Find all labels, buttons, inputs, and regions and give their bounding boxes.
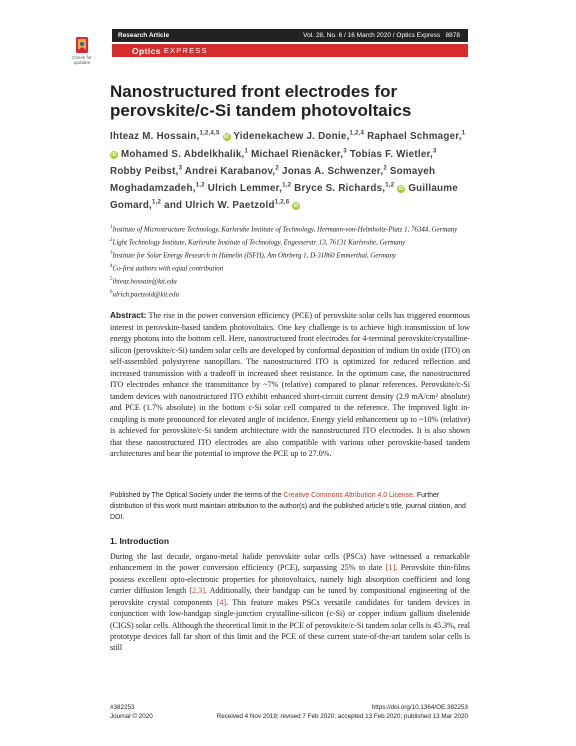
citation-text: Vol. 28, No. 6 / 16 March 2020 / Optics Express: [303, 32, 441, 39]
bookmark-icon: [76, 37, 88, 53]
affiliation-text: Co-first authors with equal contribution: [112, 265, 224, 273]
section-heading-introduction: 1. Introduction: [110, 536, 170, 546]
author-name: Guillaume Gomard,: [110, 183, 458, 212]
author-list: [110, 127, 470, 213]
affiliation-text: Institute for Solar Energy Research in Hamelin (ISFH), Am Ohrberg 1, D-31860 Emmerthal, Germany: [112, 252, 396, 260]
license-link[interactable]: Creative Commons Attribution 4.0 License: [283, 492, 413, 499]
abstract-label: Abstract:: [110, 310, 147, 320]
affiliation-number: 1: [110, 225, 113, 230]
orcid-icon[interactable]: iD: [398, 186, 405, 193]
license-statement: [110, 490, 470, 523]
license-text-before: Published by The Optical Society under the terms of the: [110, 492, 284, 499]
author-entry: [110, 166, 182, 177]
author-affiliation-marks: 3: [343, 148, 347, 155]
author-affiliation-marks: 1,2,4,5: [199, 131, 220, 137]
author-affiliation-marks: 1,2: [385, 182, 395, 189]
article-id: #382253: [110, 704, 135, 711]
intro-text-1: During the last decade, organo-metal halide perovskite solar cells (PSCs) have witnessed a remarkable enhancement in the power conversion efficiency (PCE), surpassing 25% to date: [110, 552, 470, 573]
orcid-icon[interactable]: iD: [223, 134, 230, 141]
author-affiliation-marks: 1,2,6: [274, 200, 290, 207]
citation-info: [303, 32, 460, 39]
affiliation-list: [110, 223, 470, 301]
author-entry: [164, 200, 300, 211]
abstract-text: The rise in the power conversion efficiency (PCE) of perovskite solar cells has triggered enormous interest in perovskite-based tandem photovoltaics. One key challenge is to achieve high transmission of low energy photons into the bottom cell. Here, nanostructured front electrodes for 4-terminal perovskite/crystalline-silicon (perovskite/c-Si) tandem solar cells are developed by conformal deposition of indium tin oxide (ITO) on self-assembled polystyrene nanopillars. The nanostructured ITO is optimized for reduced reflection and increased transmission with a tradeoff in increased sheet resistance. In the optimum case, the nanostructured ITO electrodes enhance the transmittance by ~7% (relative) compared to planar references. Perovskite/c-Si tandem devices with nanostructured ITO exhibit enhanced short-circuit current density (2.9 mA/cm² absolute) and PCE (1.7% absolute) in the bottom c-Si solar cell compared to the reference. The improved light in-coupling is more pronounced for elevated angle of incidence. Energy yield enhancement up to ~10% (relative) is achieved for perovskite/c-Si tandem architecture with the nanostructured ITO electrodes. It is also shown that these nanostructured ITO electrodes are also compatible with various other perovskite-based tandem architectures and bear the potential to improve the PCE up to 27.0%.: [110, 311, 470, 459]
author-affiliation-marks: 1: [244, 148, 249, 155]
affiliation-line: [110, 236, 470, 249]
intro-text-2: . Perovskite thin-films possess excellent opto-electronic properties for photovoltaics, namely high absorption coefficient and long carrier diffusion length: [110, 563, 470, 596]
publication-dates: Received 4 Nov 2019; revised 7 Feb 2020; accepted 13 Feb 2020; published 13 Mar 2020: [216, 713, 468, 720]
affiliation-line: [110, 275, 470, 288]
author-entry: [110, 131, 231, 142]
author-entry: [350, 149, 437, 160]
article-title: Nanostructured front electrodes for perovskite/c-Si tandem photovoltaics: [110, 82, 412, 120]
affiliation-text: ihteaz.hossain@kit.edu: [112, 278, 177, 286]
author-entry: [294, 183, 405, 194]
author-entry: [185, 166, 279, 177]
author-name: Tobias F. Wietler,: [349, 148, 434, 160]
author-name: Ihteaz M. Hossain,: [110, 131, 200, 143]
journal-name-express: EXPRESS: [163, 46, 208, 55]
doi-link[interactable]: https://doi.org/10.1364/OE.382253: [371, 704, 468, 711]
citation-link-1[interactable]: [1]: [385, 563, 396, 573]
affiliation-number: 3: [110, 251, 113, 256]
author-entry: [208, 183, 291, 194]
affiliation-line: [110, 288, 470, 301]
author-name: Robby Peibst,: [110, 165, 179, 177]
author-affiliation-marks: 1,2: [195, 182, 205, 189]
author-name: Raphael Schmager,: [367, 131, 462, 143]
citation-link-2[interactable]: [2,3]: [189, 586, 205, 596]
orcid-icon[interactable]: iD: [111, 151, 117, 158]
article-header-bar: [112, 29, 468, 42]
author-affiliation-marks: 1,2,4: [349, 131, 365, 137]
author-entry: [121, 149, 248, 160]
affiliation-number: 6: [110, 290, 113, 295]
intro-text-4: . This feature makes PSCs versatile candidates for tandem devices in conjunction with low-bandgap single-junction crystalline-silicon (c-Si) or copper indium gallium diselenide (CIGS) solar cells. Although the theoretical limit in the PCE of perovskite/c-Si tandem solar cells is 45.3%, real prototype devices fall far short of this limit and the PCE of these current state-of-the-art tandem solar cells is still: [110, 597, 470, 653]
intro-text-3: . Additionally, their bandgap can be tuned by compositional engineering of the perovskite crystal components: [110, 586, 470, 607]
affiliation-number: 5: [110, 277, 113, 282]
author-affiliation-marks: 3: [178, 165, 183, 172]
author-name: and Ulrich W. Paetzold: [164, 200, 275, 212]
author-affiliation-marks: 1,2: [282, 182, 292, 189]
affiliation-number: 2: [110, 238, 113, 243]
author-name: Jonas A. Schwenzer,: [282, 165, 384, 177]
author-name: Somayeh Moghadamzadeh,: [110, 165, 436, 195]
author-affiliation-marks: 2: [275, 165, 280, 172]
license-text-after: . Further distribution of this work must maintain attribution to the author(s) and the published article’s title, journal citation, and DOI.: [110, 492, 466, 521]
affiliation-number: 4: [110, 264, 113, 269]
author-entry: [251, 149, 347, 160]
orcid-icon[interactable]: iD: [293, 203, 300, 210]
badge-line-1: Check for: [72, 55, 92, 60]
check-for-updates-badge[interactable]: [66, 36, 98, 66]
affiliation-line: [110, 262, 470, 275]
author-affiliation-marks: 3: [433, 148, 437, 155]
affiliation-text: Institute of Microstructure Technology, Karlsruhe Institute of Technology, Hermann-von-Helmholtz-Platz 1, 76344, Germany: [112, 226, 458, 234]
author-name: Ulrich Lemmer,: [207, 183, 283, 195]
author-name: Bryce S. Richards,: [294, 183, 386, 195]
author-affiliation-marks: 1: [461, 131, 466, 137]
journal-copyright: Journal © 2020: [110, 713, 153, 720]
author-name: Yidenekachew J. Donie,: [233, 131, 350, 143]
author-entry: [282, 166, 387, 177]
introduction-paragraph: [110, 551, 470, 654]
journal-name-bar: [112, 44, 468, 57]
author-name: Andrei Karabanov,: [184, 165, 276, 177]
badge-line-2: updates: [73, 60, 91, 65]
affiliation-line: [110, 249, 470, 262]
journal-name-optics: Optics: [132, 45, 161, 56]
page-number: 8878: [445, 32, 460, 39]
footer-right: [110, 703, 468, 721]
author-name: Mohamed S. Abdelkhalik,: [120, 148, 245, 160]
affiliation-text: ulrich.paetzold@kit.edu: [112, 291, 179, 299]
author-affiliation-marks: 2: [383, 165, 387, 172]
abstract: [110, 310, 470, 460]
affiliation-text: Light Technology Institute, Karlsruhe Institute of Technology, Engesserstr. 13, 76131 Karlsruhe, Germany: [112, 239, 406, 247]
author-entry: [233, 131, 364, 142]
citation-link-3[interactable]: [4]: [216, 597, 227, 607]
author-name: Michael Rienäcker,: [251, 148, 344, 160]
author-affiliation-marks: 1,2: [152, 200, 162, 207]
affiliation-line: [110, 223, 470, 236]
section-label: Research Article: [118, 32, 170, 39]
